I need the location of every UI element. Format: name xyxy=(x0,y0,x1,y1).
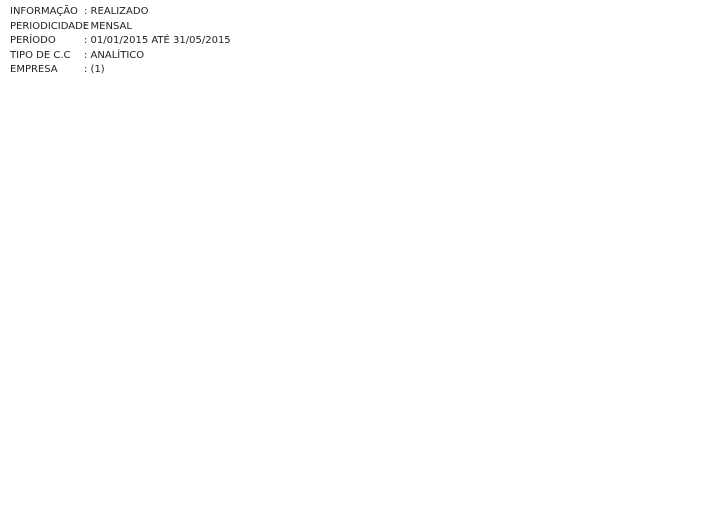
param-periodo xyxy=(10,34,231,49)
param-label: EMPRESA xyxy=(10,64,58,76)
param-informacao xyxy=(10,5,231,20)
param-value: : REALIZADO xyxy=(84,6,149,17)
param-value: : ANALÍTICO xyxy=(84,49,145,61)
param-tipo-cc xyxy=(10,49,231,64)
param-label: PERÍODO xyxy=(10,35,56,47)
param-label: PERIODICIDADE xyxy=(10,20,90,32)
param-label: TIPO DE C.C xyxy=(10,49,71,61)
param-value: : (1) xyxy=(84,64,105,76)
param-label: INFORMAÇÃO xyxy=(10,6,78,17)
param-empresa xyxy=(10,63,231,78)
param-value: : 01/01/2015 ATÉ 31/05/2015 xyxy=(84,35,231,47)
param-value: : MENSAL xyxy=(84,20,132,32)
report-parameters xyxy=(10,5,231,78)
param-periodicidade xyxy=(10,20,231,35)
